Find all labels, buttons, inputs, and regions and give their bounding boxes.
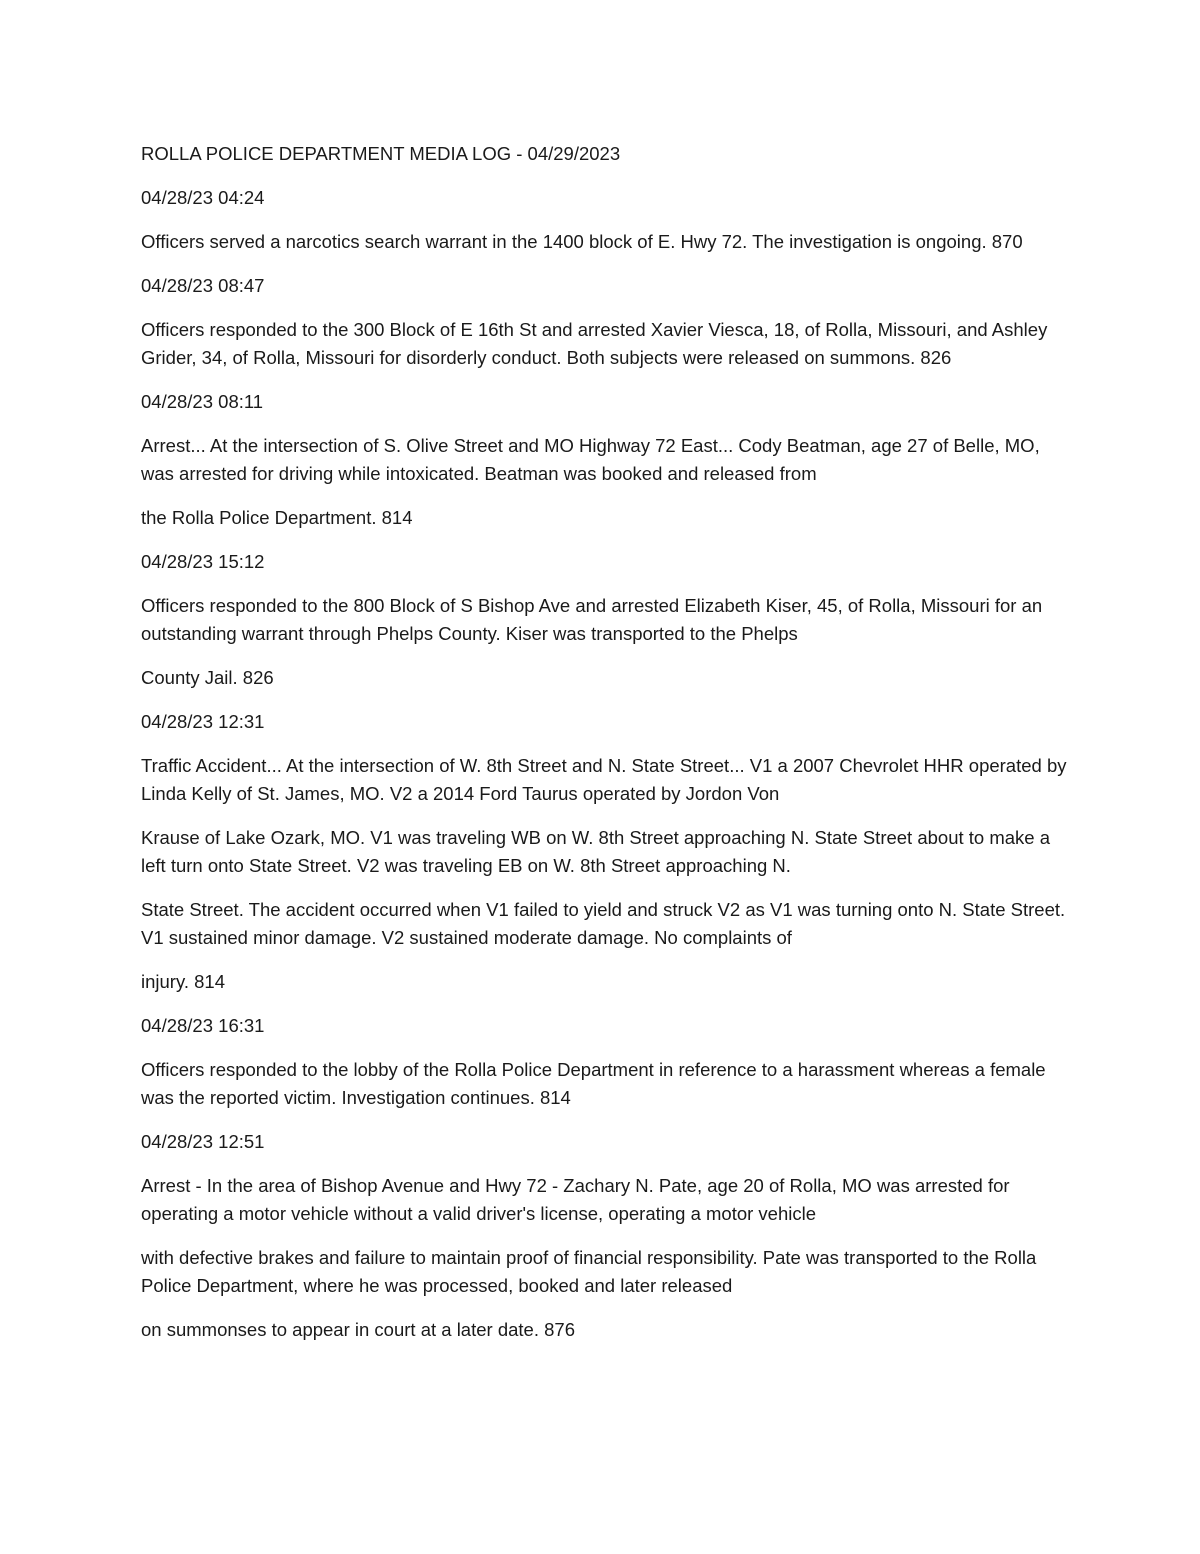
entry-paragraph: Arrest... At the intersection of S. Olive Street and MO Highway 72 East... Cody Beatman, age 27 of Belle, MO, was arrested for driving while intoxicated. Beatman was booked and released from xyxy=(141,435,1045,484)
entry-timestamp: 04/28/23 12:51 xyxy=(141,1131,265,1152)
entry-paragraph: the Rolla Police Department. 814 xyxy=(141,507,413,528)
entry-paragraph: injury. 814 xyxy=(141,971,225,992)
entry-paragraph: Arrest - In the area of Bishop Avenue and Hwy 72 - Zachary N. Pate, age 20 of Rolla, MO was arrested for operating a motor vehicle without a valid driver's license, operating a motor vehicle xyxy=(141,1175,1015,1224)
entry-timestamp: 04/28/23 15:12 xyxy=(141,551,265,572)
document-body xyxy=(141,140,1071,1360)
entry-timestamp: 04/28/23 16:31 xyxy=(141,1015,265,1036)
entry-timestamp: 04/28/23 12:31 xyxy=(141,711,265,732)
entry-paragraph: Officers responded to the lobby of the Rolla Police Department in reference to a harassment whereas a female was the reported victim. Investigation continues. 814 xyxy=(141,1059,1051,1108)
entry-paragraph: Officers responded to the 300 Block of E 16th St and arrested Xavier Viesca, 18, of Rolla, Missouri, and Ashley Grider, 34, of Rolla, Missouri for disorderly conduct. Both subjects were released on summons. 826 xyxy=(141,319,1053,368)
entry-paragraph: Officers served a narcotics search warrant in the 1400 block of E. Hwy 72. The investigation is ongoing. 870 xyxy=(141,231,1023,252)
log-entry xyxy=(141,548,1071,692)
log-entry xyxy=(141,388,1071,532)
entry-paragraph: State Street. The accident occurred when V1 failed to yield and struck V2 as V1 was turning onto N. State Street. V1 sustained minor damage. V2 sustained moderate damage. No complaints of xyxy=(141,899,1071,948)
entry-paragraph: Krause of Lake Ozark, MO. V1 was traveling WB on W. 8th Street approaching N. State Street about to make a left turn onto State Street. V2 was traveling EB on W. 8th Street approaching N. xyxy=(141,827,1056,876)
log-entry xyxy=(141,708,1071,996)
log-entry xyxy=(141,1012,1071,1112)
document-title: ROLLA POLICE DEPARTMENT MEDIA LOG - 04/29/2023 xyxy=(141,143,621,164)
entry-timestamp: 04/28/23 04:24 xyxy=(141,187,265,208)
entry-paragraph: Traffic Accident... At the intersection of W. 8th Street and N. State Street... V1 a 2007 Chevrolet HHR operated by Linda Kelly of St. James, MO. V2 a 2014 Ford Taurus operated by Jordon Von xyxy=(141,755,1072,804)
entry-timestamp: 04/28/23 08:47 xyxy=(141,275,265,296)
entry-paragraph: County Jail. 826 xyxy=(141,667,274,688)
entry-paragraph: with defective brakes and failure to maintain proof of financial responsibility. Pate was transported to the Rolla Police Department, where he was processed, booked and later released xyxy=(141,1247,1042,1296)
log-entry xyxy=(141,1128,1071,1344)
entry-paragraph: Officers responded to the 800 Block of S Bishop Ave and arrested Elizabeth Kiser, 45, of Rolla, Missouri for an outstanding warrant through Phelps County. Kiser was transported to the Phelps xyxy=(141,595,1048,644)
entry-paragraph: on summonses to appear in court at a later date. 876 xyxy=(141,1319,575,1340)
log-entry xyxy=(141,184,1071,256)
entry-timestamp: 04/28/23 08:11 xyxy=(141,391,264,412)
log-entry xyxy=(141,272,1071,372)
